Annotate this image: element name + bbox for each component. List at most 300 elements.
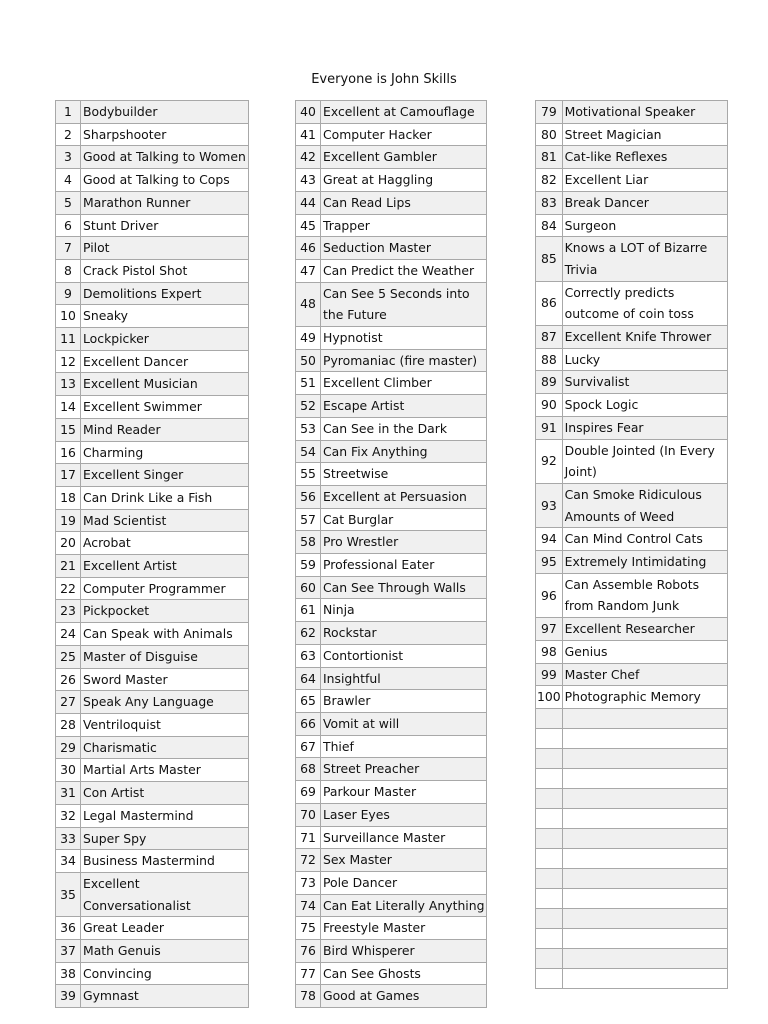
skill-row	[56, 191, 249, 214]
skill-row	[296, 282, 487, 326]
skill-number: 59	[296, 554, 321, 577]
skill-number: 61	[296, 599, 321, 622]
skill-name: Mind Reader	[81, 418, 249, 441]
skill-row	[56, 691, 249, 714]
skill-number: 55	[296, 463, 321, 486]
skill-number: 41	[296, 123, 321, 146]
skill-row	[56, 645, 249, 668]
skill-number: 4	[56, 169, 81, 192]
skill-name: Can Drink Like a Fish	[81, 486, 249, 509]
skill-row	[536, 483, 728, 527]
skill-number: 85	[536, 237, 563, 281]
skill-row	[296, 622, 487, 645]
skill-row	[536, 101, 728, 124]
empty-cell	[562, 768, 727, 788]
empty-cell	[536, 748, 563, 768]
skill-number: 12	[56, 350, 81, 373]
empty-row	[536, 968, 728, 988]
skill-name: Thief	[321, 735, 487, 758]
skill-number: 25	[56, 645, 81, 668]
skill-number: 36	[56, 917, 81, 940]
skill-row	[536, 394, 728, 417]
skill-row	[56, 350, 249, 373]
skill-number: 23	[56, 600, 81, 623]
skill-row	[296, 259, 487, 282]
skill-row	[56, 827, 249, 850]
empty-cell	[562, 808, 727, 828]
skill-name: Can See in the Dark	[321, 417, 487, 440]
empty-cell	[536, 768, 563, 788]
empty-row	[536, 928, 728, 948]
skill-row	[56, 668, 249, 691]
empty-cell	[562, 908, 727, 928]
skill-number: 7	[56, 237, 81, 260]
empty-row	[536, 788, 728, 808]
skill-row	[536, 191, 728, 214]
skill-row	[56, 328, 249, 351]
skill-row	[296, 803, 487, 826]
skill-name: Can See Through Walls	[321, 576, 487, 599]
skill-row	[296, 146, 487, 169]
skill-number: 49	[296, 327, 321, 350]
skill-name: Knows a LOT of Bizarre Trivia	[562, 237, 727, 281]
skill-number: 37	[56, 940, 81, 963]
skill-number: 79	[536, 101, 563, 124]
skill-name: Can Speak with Animals	[81, 623, 249, 646]
skill-row	[56, 782, 249, 805]
skill-name: Can Predict the Weather	[321, 259, 487, 282]
skill-row	[296, 349, 487, 372]
skill-row	[56, 736, 249, 759]
skill-row	[296, 123, 487, 146]
empty-cell	[536, 848, 563, 868]
skill-number: 63	[296, 644, 321, 667]
skill-name: Surgeon	[562, 214, 727, 237]
skill-number: 44	[296, 191, 321, 214]
skill-row	[536, 281, 728, 325]
skill-row	[296, 758, 487, 781]
skill-name: Stunt Driver	[81, 214, 249, 237]
skill-name: Street Preacher	[321, 758, 487, 781]
skill-row	[56, 962, 249, 985]
skill-number: 86	[536, 281, 563, 325]
skill-row	[56, 123, 249, 146]
skill-name: Rockstar	[321, 622, 487, 645]
empty-cell	[536, 728, 563, 748]
skill-name: Demolitions Expert	[81, 282, 249, 305]
skill-number: 9	[56, 282, 81, 305]
skill-number: 18	[56, 486, 81, 509]
skill-row	[296, 191, 487, 214]
skill-name: Brawler	[321, 690, 487, 713]
skill-name: Break Dancer	[562, 191, 727, 214]
empty-cell	[562, 788, 727, 808]
skill-name: Pickpocket	[81, 600, 249, 623]
skill-row	[296, 940, 487, 963]
skill-name: Pilot	[81, 237, 249, 260]
skill-number: 73	[296, 871, 321, 894]
empty-row	[536, 728, 728, 748]
skill-number: 24	[56, 623, 81, 646]
skill-number: 11	[56, 328, 81, 351]
skills-column-3	[535, 100, 728, 989]
empty-cell	[536, 888, 563, 908]
skill-name: Excellent Conversationalist	[81, 872, 249, 916]
skill-name: Lockpicker	[81, 328, 249, 351]
skill-name: Can Fix Anything	[321, 440, 487, 463]
empty-cell	[562, 948, 727, 968]
skill-number: 27	[56, 691, 81, 714]
skill-number: 95	[536, 551, 563, 574]
skill-number: 65	[296, 690, 321, 713]
skill-number: 39	[56, 985, 81, 1008]
skill-name: Bird Whisperer	[321, 940, 487, 963]
skill-number: 51	[296, 372, 321, 395]
skill-name: Con Artist	[81, 782, 249, 805]
skill-number: 3	[56, 146, 81, 169]
skill-name: Excellent at Camouflage	[321, 101, 487, 124]
skill-name: Sword Master	[81, 668, 249, 691]
skill-name: Pro Wrestler	[321, 531, 487, 554]
empty-cell	[536, 908, 563, 928]
skill-row	[56, 623, 249, 646]
skill-number: 98	[536, 640, 563, 663]
skill-name: Sex Master	[321, 849, 487, 872]
skill-number: 71	[296, 826, 321, 849]
skill-number: 16	[56, 441, 81, 464]
skill-name: Excellent Climber	[321, 372, 487, 395]
skill-name: Excellent Musician	[81, 373, 249, 396]
skill-row	[296, 644, 487, 667]
skill-name: Cat-like Reflexes	[562, 146, 727, 169]
skill-name: Laser Eyes	[321, 803, 487, 826]
empty-row	[536, 748, 728, 768]
empty-cell	[562, 888, 727, 908]
skill-name: Sneaky	[81, 305, 249, 328]
skill-number: 92	[536, 439, 563, 483]
skill-name: Cat Burglar	[321, 508, 487, 531]
skill-row	[56, 804, 249, 827]
skill-row	[536, 686, 728, 709]
skill-name: Excellent Researcher	[562, 618, 727, 641]
skill-name: Great Leader	[81, 917, 249, 940]
skill-row	[536, 528, 728, 551]
skill-name: Good at Talking to Women	[81, 146, 249, 169]
empty-cell	[536, 828, 563, 848]
skill-row	[56, 600, 249, 623]
skill-name: Insightful	[321, 667, 487, 690]
skill-number: 35	[56, 872, 81, 916]
skill-number: 60	[296, 576, 321, 599]
skill-number: 6	[56, 214, 81, 237]
skill-row	[56, 486, 249, 509]
skill-number: 83	[536, 191, 563, 214]
skill-name: Hypnotist	[321, 327, 487, 350]
empty-cell	[562, 848, 727, 868]
skill-number: 69	[296, 781, 321, 804]
skill-row	[536, 326, 728, 349]
skill-name: Can Smoke Ridiculous Amounts of Weed	[562, 483, 727, 527]
skill-number: 20	[56, 532, 81, 555]
skill-row	[56, 146, 249, 169]
skill-row	[56, 282, 249, 305]
empty-row	[536, 888, 728, 908]
skill-name: Charming	[81, 441, 249, 464]
skill-row	[296, 849, 487, 872]
skill-number: 34	[56, 850, 81, 873]
skills-table-3	[535, 100, 728, 989]
skill-name: Charismatic	[81, 736, 249, 759]
skill-number: 72	[296, 849, 321, 872]
skill-number: 76	[296, 940, 321, 963]
skill-number: 53	[296, 417, 321, 440]
skill-row	[296, 735, 487, 758]
skill-name: Correctly predicts outcome of coin toss	[562, 281, 727, 325]
skill-number: 45	[296, 214, 321, 237]
skill-name: Computer Hacker	[321, 123, 487, 146]
skill-row	[56, 713, 249, 736]
skill-row	[536, 123, 728, 146]
skill-row	[56, 532, 249, 555]
empty-cell	[562, 728, 727, 748]
empty-cell	[536, 928, 563, 948]
empty-cell	[562, 708, 727, 728]
empty-row	[536, 768, 728, 788]
skill-row	[56, 940, 249, 963]
skill-name: Can Eat Literally Anything	[321, 894, 487, 917]
skill-name: Streetwise	[321, 463, 487, 486]
skill-number: 30	[56, 759, 81, 782]
skill-number: 70	[296, 803, 321, 826]
skill-number: 94	[536, 528, 563, 551]
skill-name: Excellent Artist	[81, 555, 249, 578]
skill-name: Lucky	[562, 348, 727, 371]
skill-name: Crack Pistol Shot	[81, 259, 249, 282]
skill-row	[296, 327, 487, 350]
skill-row	[296, 101, 487, 124]
skill-row	[296, 871, 487, 894]
skill-row	[56, 577, 249, 600]
skill-name: Inspires Fear	[562, 416, 727, 439]
skill-name: Sharpshooter	[81, 123, 249, 146]
skill-row	[56, 237, 249, 260]
skill-name: Spock Logic	[562, 394, 727, 417]
skill-number: 48	[296, 282, 321, 326]
skill-number: 17	[56, 464, 81, 487]
skill-number: 54	[296, 440, 321, 463]
skill-number: 96	[536, 573, 563, 617]
skill-row	[296, 826, 487, 849]
skill-row	[56, 917, 249, 940]
skill-row	[296, 962, 487, 985]
skill-row	[56, 214, 249, 237]
skill-name: Super Spy	[81, 827, 249, 850]
skill-name: Ninja	[321, 599, 487, 622]
skill-row	[296, 440, 487, 463]
skill-number: 82	[536, 169, 563, 192]
skill-name: Genius	[562, 640, 727, 663]
skill-name: Acrobat	[81, 532, 249, 555]
skill-row	[56, 509, 249, 532]
skill-name: Street Magician	[562, 123, 727, 146]
skill-name: Marathon Runner	[81, 191, 249, 214]
skill-name: Excellent Swimmer	[81, 396, 249, 419]
skill-row	[296, 894, 487, 917]
skill-name: Excellent Liar	[562, 169, 727, 192]
empty-row	[536, 828, 728, 848]
skill-row	[296, 554, 487, 577]
empty-cell	[562, 928, 727, 948]
skill-name: Convincing	[81, 962, 249, 985]
skill-name: Speak Any Language	[81, 691, 249, 714]
skill-number: 14	[56, 396, 81, 419]
skill-name: Double Jointed (In Every Joint)	[562, 439, 727, 483]
skill-row	[56, 418, 249, 441]
skill-name: Gymnast	[81, 985, 249, 1008]
skill-number: 10	[56, 305, 81, 328]
skill-number: 50	[296, 349, 321, 372]
skill-number: 100	[536, 686, 563, 709]
skill-row	[296, 237, 487, 260]
empty-cell	[536, 808, 563, 828]
skill-number: 91	[536, 416, 563, 439]
skill-name: Survivalist	[562, 371, 727, 394]
skill-number: 81	[536, 146, 563, 169]
empty-row	[536, 908, 728, 928]
skill-row	[296, 985, 487, 1008]
skill-number: 99	[536, 663, 563, 686]
skill-row	[296, 463, 487, 486]
skill-row	[296, 395, 487, 418]
skill-number: 42	[296, 146, 321, 169]
empty-cell	[536, 788, 563, 808]
skill-name: Can See Ghosts	[321, 962, 487, 985]
skill-row	[536, 371, 728, 394]
skill-row	[56, 441, 249, 464]
skill-name: Great at Haggling	[321, 169, 487, 192]
skill-number: 75	[296, 917, 321, 940]
skill-name: Excellent Knife Thrower	[562, 326, 727, 349]
skill-row	[536, 640, 728, 663]
skill-number: 87	[536, 326, 563, 349]
skill-row	[296, 712, 487, 735]
skill-row	[296, 781, 487, 804]
skill-number: 56	[296, 485, 321, 508]
skill-row	[56, 464, 249, 487]
skill-number: 13	[56, 373, 81, 396]
skill-number: 90	[536, 394, 563, 417]
skill-name: Photographic Memory	[562, 686, 727, 709]
skill-name: Excellent Singer	[81, 464, 249, 487]
skill-number: 64	[296, 667, 321, 690]
skill-number: 88	[536, 348, 563, 371]
skill-row	[296, 599, 487, 622]
skill-row	[536, 146, 728, 169]
skill-row	[56, 101, 249, 124]
skill-row	[56, 850, 249, 873]
skill-name: Martial Arts Master	[81, 759, 249, 782]
skill-row	[536, 416, 728, 439]
skill-name: Business Mastermind	[81, 850, 249, 873]
skill-name: Pyromaniac (fire master)	[321, 349, 487, 372]
skill-number: 31	[56, 782, 81, 805]
skill-row	[296, 485, 487, 508]
empty-cell	[536, 868, 563, 888]
skill-number: 57	[296, 508, 321, 531]
skill-name: Ventriloquist	[81, 713, 249, 736]
skill-number: 47	[296, 259, 321, 282]
skill-name: Good at Games	[321, 985, 487, 1008]
skill-name: Can Assemble Robots from Random Junk	[562, 573, 727, 617]
skill-row	[56, 872, 249, 916]
skill-number: 67	[296, 735, 321, 758]
skill-number: 62	[296, 622, 321, 645]
skill-number: 5	[56, 191, 81, 214]
skill-row	[296, 667, 487, 690]
skill-number: 93	[536, 483, 563, 527]
skills-table-2	[295, 100, 487, 1008]
skill-number: 68	[296, 758, 321, 781]
skill-row	[536, 573, 728, 617]
skill-row	[536, 214, 728, 237]
skill-row	[536, 551, 728, 574]
empty-row	[536, 948, 728, 968]
empty-row	[536, 848, 728, 868]
skill-name: Mad Scientist	[81, 509, 249, 532]
skill-name: Contortionist	[321, 644, 487, 667]
empty-row	[536, 868, 728, 888]
skill-row	[296, 417, 487, 440]
skills-table-1	[55, 100, 249, 1008]
empty-cell	[562, 748, 727, 768]
skill-number: 15	[56, 418, 81, 441]
skill-name: Computer Programmer	[81, 577, 249, 600]
skill-name: Excellent Dancer	[81, 350, 249, 373]
skill-name: Can Read Lips	[321, 191, 487, 214]
skill-row	[536, 439, 728, 483]
skill-row	[536, 348, 728, 371]
skill-name: Professional Eater	[321, 554, 487, 577]
empty-cell	[536, 708, 563, 728]
skill-number: 8	[56, 259, 81, 282]
skill-number: 78	[296, 985, 321, 1008]
skill-name: Master of Disguise	[81, 645, 249, 668]
skill-row	[56, 985, 249, 1008]
empty-cell	[536, 948, 563, 968]
skill-number: 33	[56, 827, 81, 850]
empty-row	[536, 708, 728, 728]
skill-number: 2	[56, 123, 81, 146]
skill-name: Vomit at will	[321, 712, 487, 735]
skill-row	[536, 169, 728, 192]
empty-cell	[562, 868, 727, 888]
skill-name: Can Mind Control Cats	[562, 528, 727, 551]
skill-row	[56, 259, 249, 282]
skill-row	[296, 372, 487, 395]
skill-number: 66	[296, 712, 321, 735]
skill-name: Excellent Gambler	[321, 146, 487, 169]
skill-number: 1	[56, 101, 81, 124]
skill-row	[56, 555, 249, 578]
skill-number: 26	[56, 668, 81, 691]
skill-row	[56, 759, 249, 782]
skill-row	[56, 305, 249, 328]
skill-name: Math Genuis	[81, 940, 249, 963]
empty-cell	[562, 968, 727, 988]
skill-number: 84	[536, 214, 563, 237]
skill-name: Extremely Intimidating	[562, 551, 727, 574]
skill-number: 19	[56, 509, 81, 532]
